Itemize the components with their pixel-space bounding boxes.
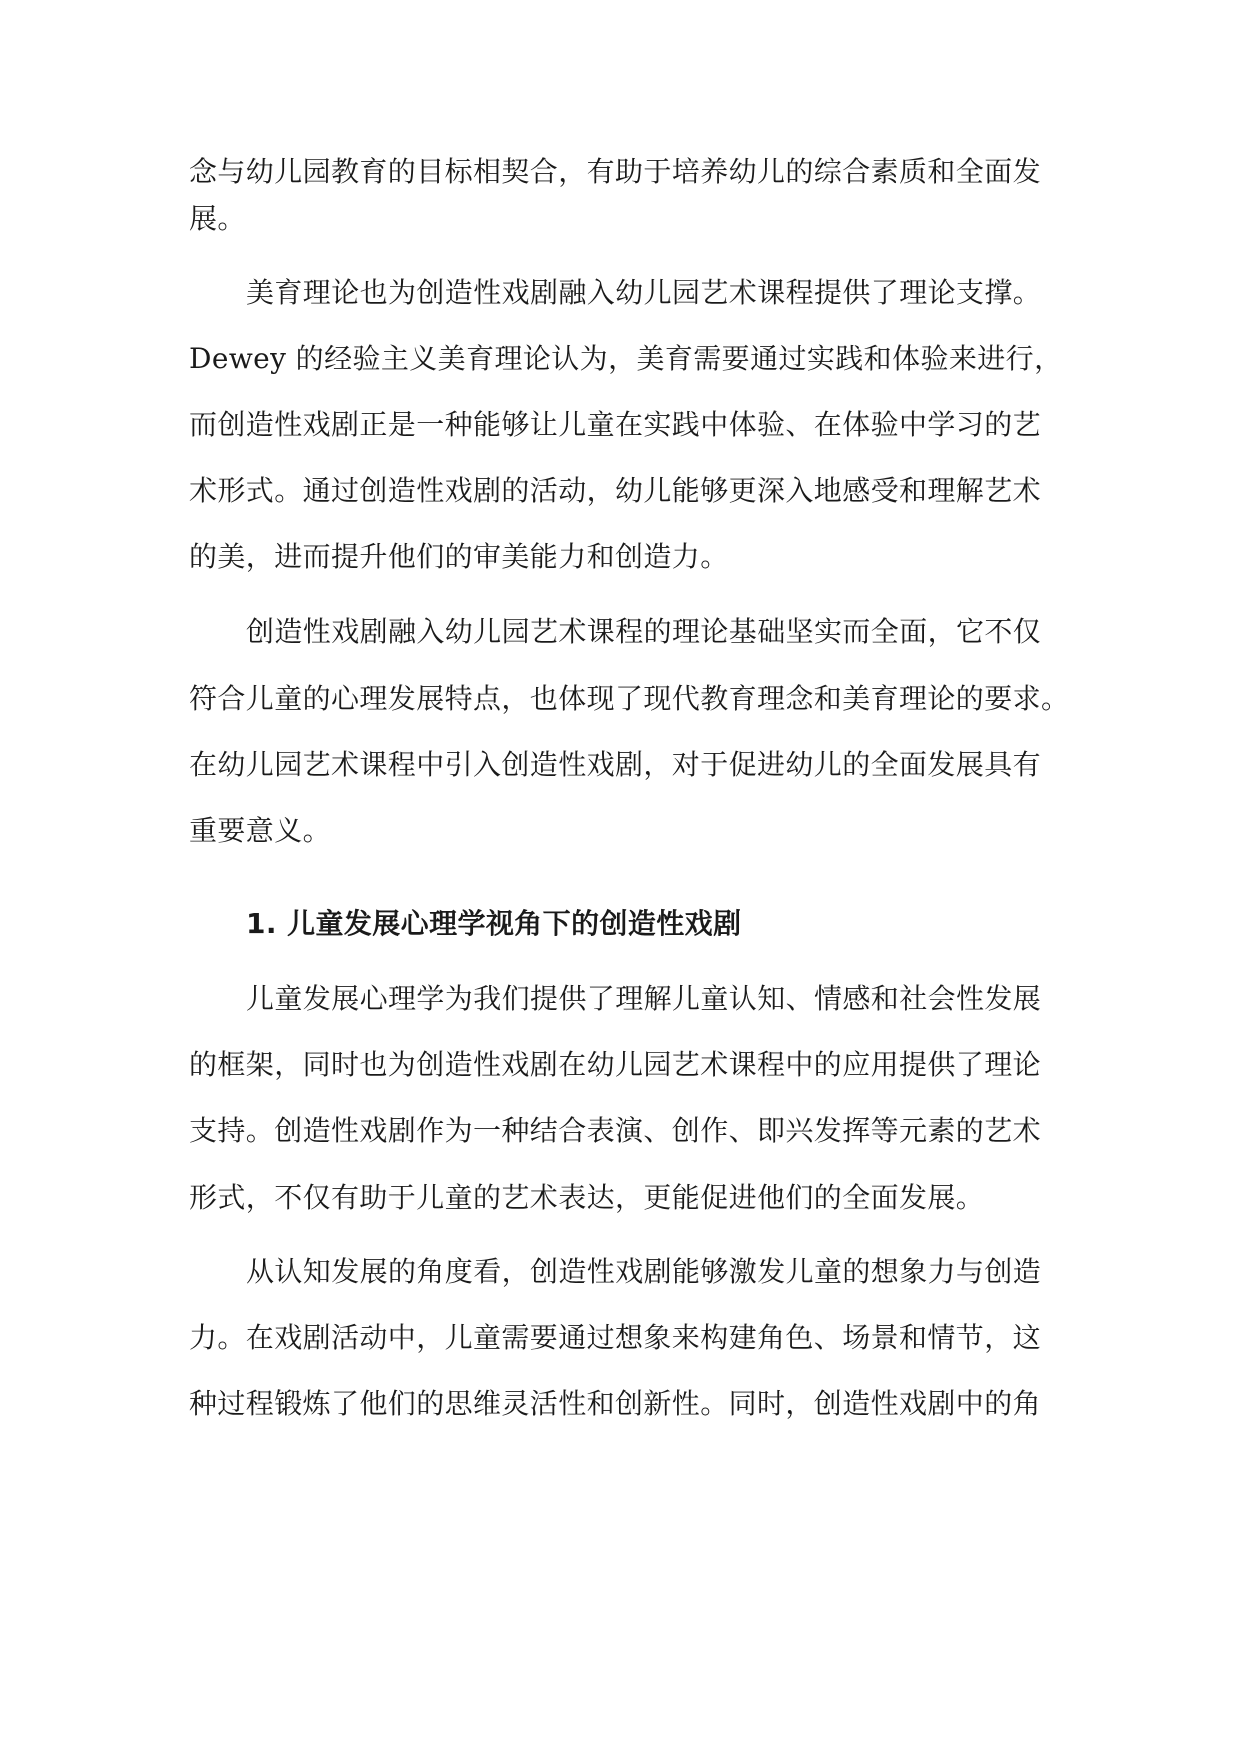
paragraph-line: 而创造性戏剧正是一种能够让儿童在实践中体验、在体验中学习的艺 — [189, 408, 1042, 441]
paragraph-line: 符合儿童的心理发展特点，也体现了现代教育理念和美育理论的要求。 — [189, 682, 1070, 715]
paragraph-line: 展。 — [189, 202, 246, 235]
paragraph-line: 的框架，同时也为创造性戏剧在幼儿园艺术课程中的应用提供了理论 — [189, 1048, 1042, 1081]
section-heading: 1. 儿童发展心理学视角下的创造性戏剧 — [246, 907, 742, 940]
paragraph-line: 创造性戏剧融入幼儿园艺术课程的理论基础坚实而全面，它不仅 — [246, 615, 1042, 648]
paragraph-line: 儿童发展心理学为我们提供了理解儿童认知、情感和社会性发展 — [246, 982, 1042, 1015]
paragraph-line: 力。在戏剧活动中，儿童需要通过想象来构建角色、场景和情节，这 — [189, 1321, 1042, 1354]
paragraph-line: Dewey 的经验主义美育理论认为，美育需要通过实践和体验来进行， — [189, 342, 1063, 375]
paragraph-line: 重要意义。 — [189, 814, 332, 847]
paragraph-line: 美育理论也为创造性戏剧融入幼儿园艺术课程提供了理论支撑。 — [246, 276, 1042, 309]
paragraph-line: 在幼儿园艺术课程中引入创造性戏剧，对于促进幼儿的全面发展具有 — [189, 748, 1042, 781]
paragraph-line: 术形式。通过创造性戏剧的活动，幼儿能够更深入地感受和理解艺术 — [189, 474, 1042, 507]
paragraph-line: 念与幼儿园教育的目标相契合，有助于培养幼儿的综合素质和全面发 — [189, 155, 1042, 188]
paragraph-line: 的美，进而提升他们的审美能力和创造力。 — [189, 540, 729, 573]
paragraph-line: 种过程锻炼了他们的思维灵活性和创新性。同时，创造性戏剧中的角 — [189, 1387, 1042, 1420]
paragraph-line: 支持。创造性戏剧作为一种结合表演、创作、即兴发挥等元素的艺术 — [189, 1114, 1042, 1147]
paragraph-line: 从认知发展的角度看，创造性戏剧能够激发儿童的想象力与创造 — [246, 1255, 1042, 1288]
paragraph-line: 形式，不仅有助于儿童的艺术表达，更能促进他们的全面发展。 — [189, 1181, 985, 1214]
